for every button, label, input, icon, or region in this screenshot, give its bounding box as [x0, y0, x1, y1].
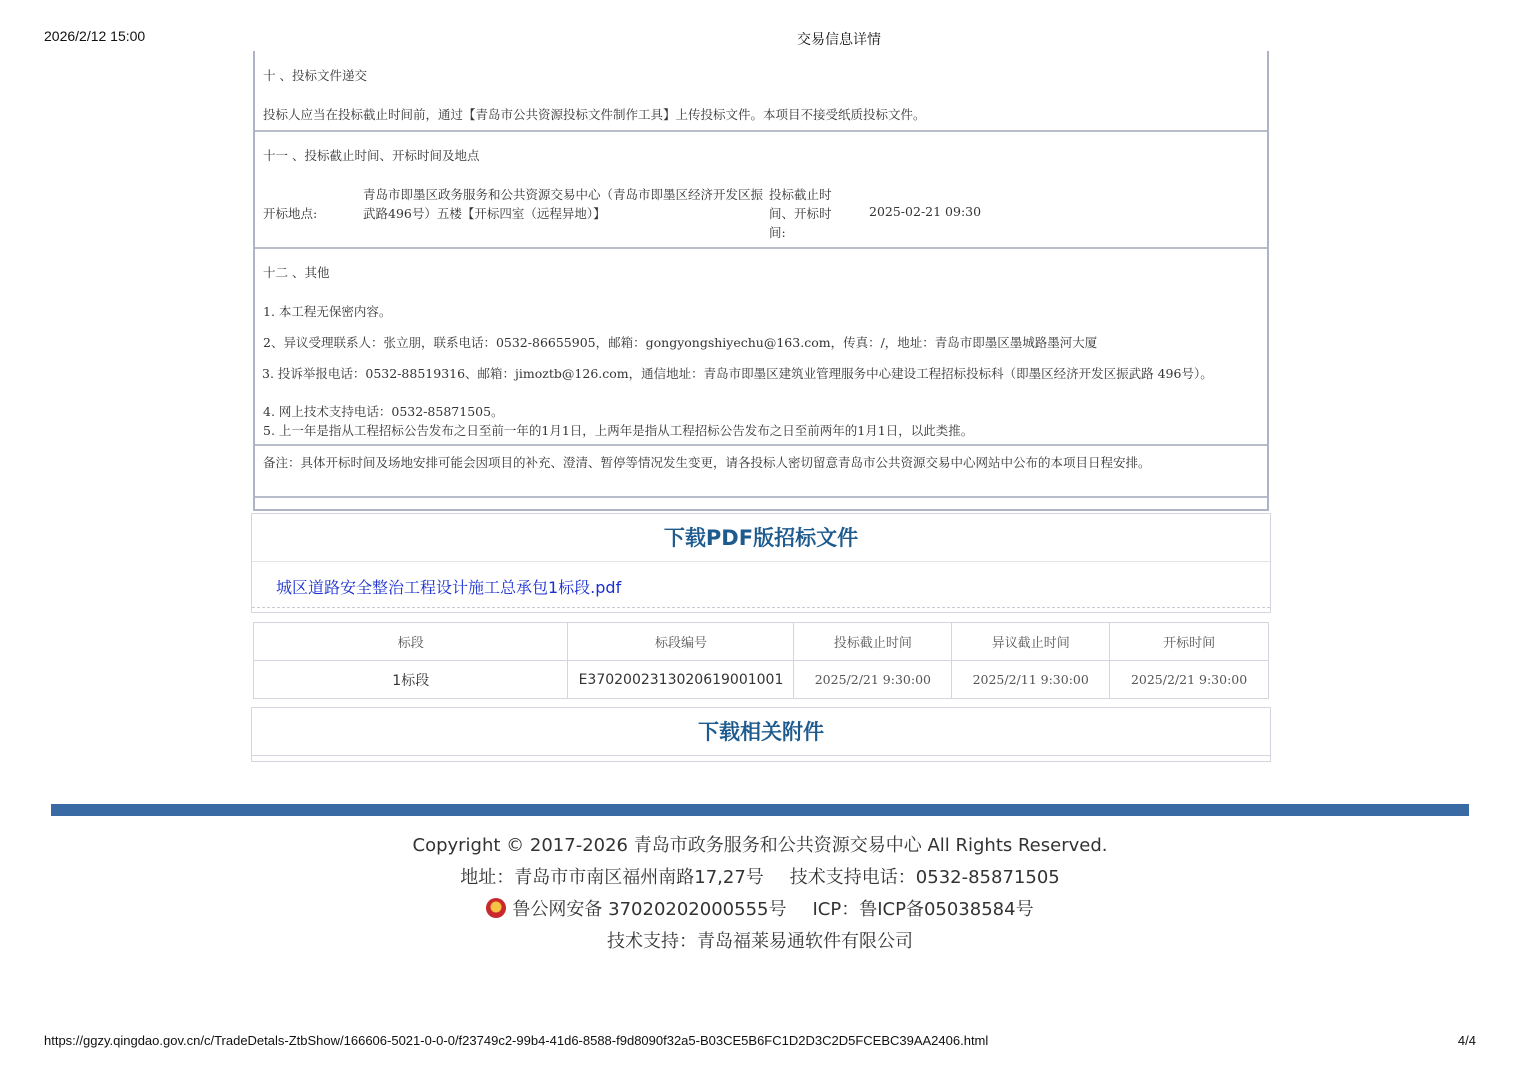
col-header-code: 标段编号 — [568, 623, 794, 661]
table-header-row — [254, 623, 1269, 661]
cell-bid-deadline: 2025/2/21 9:30:00 — [794, 661, 952, 699]
other-item-2: 2、异议受理联系人：张立朋，联系电话：0532-86655905，邮箱：gongyongshiyechu@163.com，传真：/，地址：青岛市即墨区墨城路墨河大厦 — [263, 335, 1098, 350]
other-item-1: 1. 本工程无保密内容。 — [263, 304, 392, 319]
deadline-value: 2025-02-21 09:30 — [869, 204, 982, 219]
notice-content — [253, 51, 1269, 511]
section-text: 投标人应当在投标截止时间前，通过【青岛市公共资源投标文件制作工具】上传投标文件。本项目不接受纸质投标文件。 — [263, 107, 926, 122]
open-place-value: 青岛市即墨区政务服务和公共资源交易中心（青岛市即墨区经济开发区振武路496号）五楼【开标四室（远程异地）】 — [363, 187, 764, 221]
address-text: 地址：青岛市市南区福州南路17,27号 — [460, 867, 764, 888]
pdf-panel-title: 下载PDF版招标文件 — [252, 514, 1270, 562]
footer-contact-line — [0, 862, 1520, 894]
col-header-open-time: 开标时间 — [1110, 623, 1269, 661]
support-phone-text: 技术支持电话：0532-85871505 — [789, 867, 1060, 888]
open-place-label: 开标地点: — [263, 206, 318, 221]
col-header-objection-deadline: 异议截止时间 — [952, 623, 1110, 661]
attachments-panel-title: 下载相关附件 — [252, 708, 1270, 756]
pdf-file-link[interactable]: 城区道路安全整治工程设计施工总承包1标段.pdf — [276, 578, 622, 597]
section-title: 十二 、其他 — [263, 265, 330, 280]
site-footer — [0, 830, 1520, 958]
cell-objection-deadline: 2025/2/11 9:30:00 — [952, 661, 1110, 699]
remark-text: 备注：具体开标时间及场地安排可能会因项目的补充、澄清、暂停等情况发生变更，请各投标人密切留意青岛市公共资源交易中心网站中公布的本项目日程安排。 — [263, 455, 1151, 470]
deadline-label: 投标截止时间、开标时间: — [769, 187, 832, 240]
bid-section-table — [253, 622, 1269, 699]
print-page-title: 交易信息详情 — [797, 31, 881, 47]
section-bid-submission — [255, 51, 1267, 132]
icp-link[interactable]: ICP：鲁ICP备05038584号 — [812, 899, 1034, 920]
divider — [252, 607, 1270, 608]
footer-accent-bar — [51, 804, 1469, 816]
section-other — [255, 249, 1267, 446]
attachments-panel — [251, 707, 1271, 762]
table-row — [254, 661, 1269, 699]
col-header-section: 标段 — [254, 623, 568, 661]
pdf-download-panel — [251, 513, 1271, 613]
copyright-text: Copyright © 2017-2026 青岛市政务服务和公共资源交易中心 All Rights Reserved. — [412, 835, 1108, 856]
footer-record-line — [0, 894, 1520, 926]
print-datetime: 2026/2/12 15:00 — [44, 28, 146, 44]
other-item-5: 5. 上一年是指从工程招标公告发布之日至前一年的1月1日，上两年是指从工程招标公告发布之日至前两年的1月1日，以此类推。 — [263, 423, 974, 438]
section-remark — [255, 446, 1267, 498]
section-title: 十一 、投标截止时间、开标时间及地点 — [263, 148, 480, 163]
section-title: 十 、投标文件递交 — [263, 68, 367, 83]
cell-code: E3702002313020619001001 — [568, 661, 794, 699]
other-item-3: 3. 投诉举报电话：0532-88519316、邮箱：jimoztb@126.com，通信地址：青岛市即墨区建筑业管理服务中心建设工程招标投标科（即墨区经济开发区振武路 496号）。 — [262, 366, 1213, 381]
tech-support-text: 技术支持：青岛福莱易通软件有限公司 — [607, 931, 913, 952]
print-url: https://ggzy.qingdao.gov.cn/c/TradeDetals-ZtbShow/166606-5021-0-0-0/f23749c2-99b4-41d6-8588-f9d8090f32a5-B03CE5B6FC1D2D3C2D5FCEBC39AA2406.html — [44, 1033, 989, 1048]
police-record-link[interactable]: 鲁公网安备 37020202000555号 — [512, 899, 787, 920]
col-header-bid-deadline: 投标截止时间 — [794, 623, 952, 661]
police-badge-icon — [486, 898, 506, 918]
other-item-4: 4. 网上技术支持电话：0532-85871505。 — [263, 404, 504, 419]
cell-open-time: 2025/2/21 9:30:00 — [1110, 661, 1269, 699]
print-page-number: 4/4 — [1457, 1033, 1476, 1048]
cell-section: 1标段 — [254, 661, 568, 699]
